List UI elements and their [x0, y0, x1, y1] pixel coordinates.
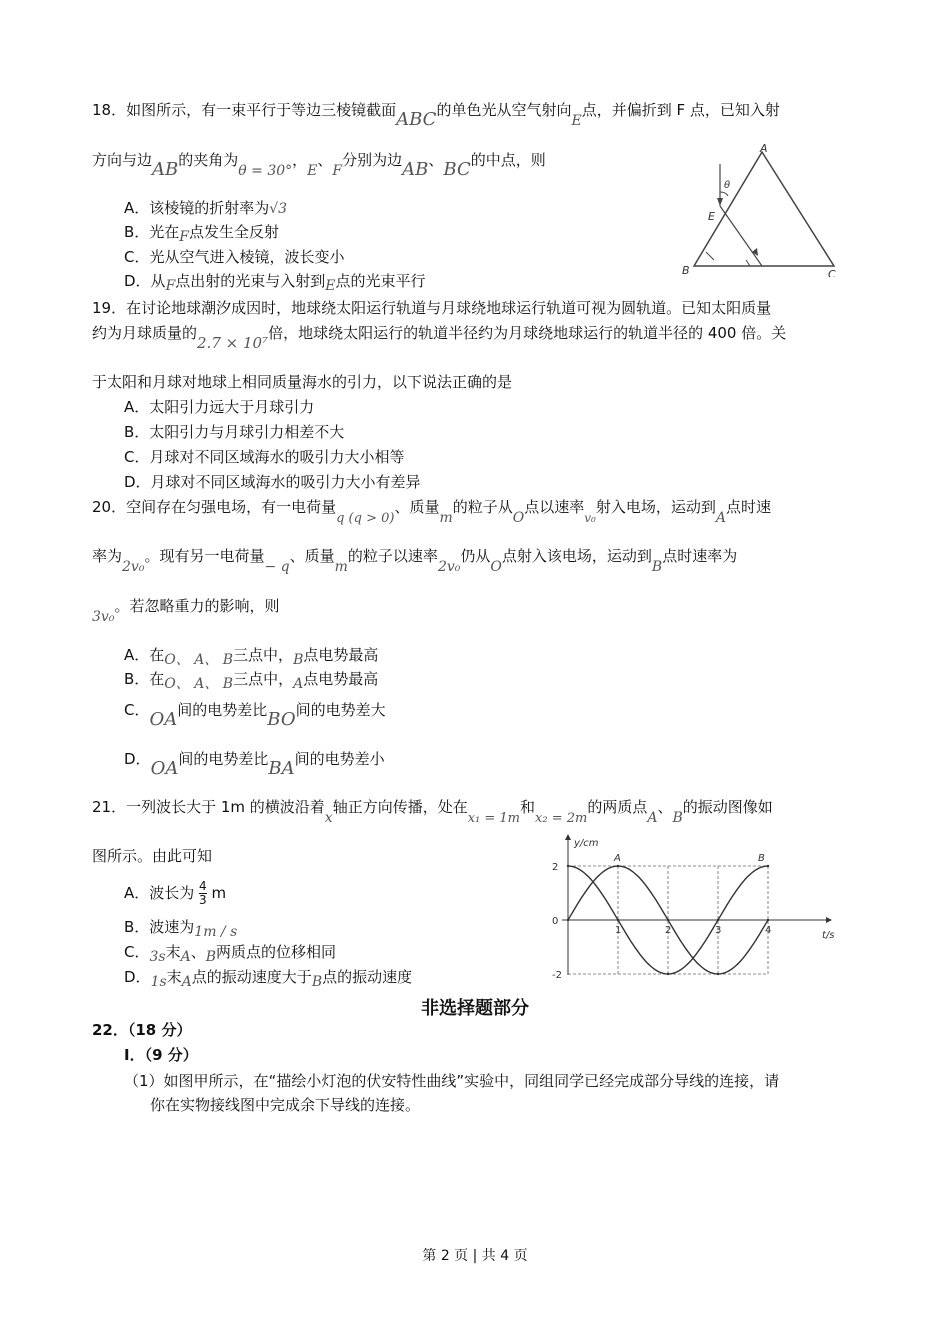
point-B [767, 865, 769, 867]
q18-option-a: A．该棱镜的折射率为√3 [124, 199, 288, 217]
incident-arrow-icon [717, 198, 723, 206]
q21-option-b: B．波速为1m / s [124, 918, 238, 940]
q20-option-b: B．在O、 A、 B三点中，A点电势最高 [124, 670, 379, 692]
q20-stem-line3: 3v₀。若忽略重力的影响，则 [92, 597, 280, 625]
label-e: E [708, 210, 715, 223]
fraction: $\frac{4}{3}$ [199, 879, 207, 907]
y-tick-label: -2 [552, 970, 562, 980]
q20-stem-line2: 率为2v₀。现有另一电荷量− q、质量m的粒子以速率2v₀仍从O点射入该电场，运动到B点时速率为 [92, 547, 738, 575]
point-A [717, 973, 719, 975]
label-b: B [682, 264, 690, 277]
q22-part1-line2: 你在实物接线图中完成余下导线的连接。 [150, 1096, 421, 1114]
q22-part1-title: Ⅰ．（9 分） [124, 1046, 198, 1064]
q22-title: 22．（18 分） [92, 1021, 192, 1039]
math-abc: ABC [396, 109, 437, 130]
q19-stem-line2: 约为月球质量的2.7 × 10⁷倍，地球绕太阳运行的轨道半径约为月球绕地球运行的轨道半径的 400 倍。关 [92, 324, 787, 352]
section-title: 非选择题部分 [421, 998, 529, 1019]
x-tick-label: 3 [715, 925, 722, 936]
curve-b-label: B [758, 853, 765, 864]
x-axis-arrow-icon [826, 917, 832, 923]
refracted-arrow-icon [752, 248, 758, 256]
refracted-ray [720, 206, 762, 266]
point-B [567, 865, 569, 867]
angle-mark-f [746, 260, 750, 266]
y-axis-label: y/cm [574, 838, 599, 849]
q20-stem-line1: 20．空间存在匀强电场，有一电荷量q (q > 0)、质量m的粒子从O点以速率$_{v_0}$射入电场，运动到A点时速 [92, 498, 772, 526]
point-A [667, 919, 669, 921]
q19-stem-line1: 19．在讨论地球潮汐成因时，地球绕太阳运行轨道与月球绕地球运行轨道可视为圆轨道。已知太阳质量 [92, 299, 772, 317]
prism-diagram [676, 142, 846, 277]
point-B [717, 919, 719, 921]
y-axis-arrow-icon [565, 834, 571, 840]
q18-stem-line1: 18．如图所示，有一束平行于等边三棱镜截面ABC的单色光从空气射向E点，并偏折到 F 点，已知入射 [92, 101, 780, 130]
angle-mark-b [706, 252, 714, 260]
q18-stem-line2: 方向与边AB的夹角为θ = 30°，E、F分别为边AB、BC的中点，则 [92, 151, 546, 180]
y-tick-label: 0 [552, 916, 559, 927]
label-c: C [828, 268, 836, 277]
q19-option-a: A．太阳引力远大于月球引力 [124, 398, 315, 416]
label-a: A [760, 142, 768, 155]
q20-option-c: C．OA间的电势差比BO间的电势差大 [124, 701, 386, 730]
q21-stem-line1: 21．一列波长大于 1m 的横波沿着x轴正方向传播，处在x₁ = 1m和x₂ = 2m的两质点A、B的振动图像如 [92, 798, 773, 826]
q19-stem-line3: 于太阳和月球对地球上相同质量海水的引力，以下说法正确的是 [92, 373, 513, 391]
prism-triangle [694, 152, 834, 266]
x-axis-label: t/s [822, 930, 835, 941]
q21-option-d: D．1s末A点的振动速度大于B点的振动速度 [124, 968, 413, 990]
point-A [567, 919, 569, 921]
q22-part1-line1: （1）如图甲所示，在“描绘小灯泡的伏安特性曲线”实验中，同组同学已经完成部分导线的连接，请 [124, 1072, 780, 1090]
y-tick-label: 2 [552, 862, 559, 873]
x-tick-label: 4 [765, 925, 772, 936]
q19-option-b: B．太阳引力与月球引力相差不大 [124, 423, 345, 441]
point-A [617, 865, 619, 867]
q19-option-c: C．月球对不同区域海水的吸引力大小相等 [124, 448, 405, 466]
page-footer: 第 2 页 | 共 4 页 [422, 1248, 528, 1264]
q21-option-c: C．3s末A、B两质点的位移相同 [124, 943, 337, 965]
q19-option-d: D．月球对不同区域海水的吸引力大小有差异 [124, 473, 421, 491]
x-tick-label: 1 [615, 925, 622, 936]
q18-option-d: D．从F点出射的光束与入射到E点的光束平行 [124, 272, 426, 294]
label-theta: θ [724, 180, 731, 191]
q21-option-a: A．波长为 $\frac{4}{3}$ m [124, 879, 227, 907]
theta-arc-icon [720, 192, 728, 196]
point-B [617, 919, 619, 921]
point-B [667, 973, 669, 975]
point-A [767, 919, 769, 921]
q20-option-a: A．在O、 A、 B三点中，B点电势最高 [124, 646, 379, 668]
x-tick-label: 2 [665, 925, 672, 936]
q21-stem-line2: 图所示。由此可知 [92, 847, 213, 865]
q20-option-d: D．OA间的电势差比BA间的电势差小 [124, 750, 385, 779]
q18-option-b: B．光在F点发生全反射 [124, 223, 280, 245]
q18-option-c: C．光从空气进入棱镜，波长变小 [124, 248, 345, 266]
vibration-graph [540, 830, 840, 980]
curve-a-label: A [614, 853, 621, 864]
